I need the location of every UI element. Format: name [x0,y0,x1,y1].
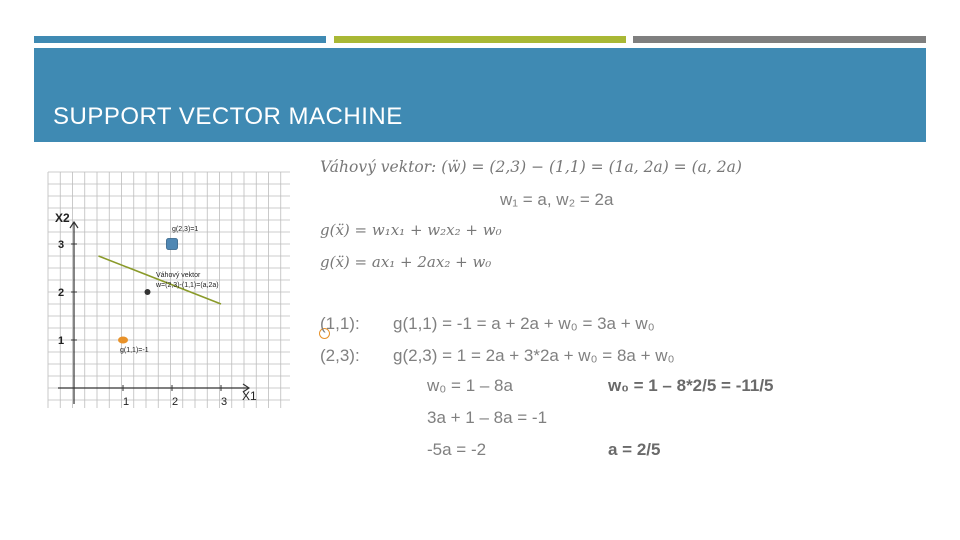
axes [58,222,249,404]
accent-bar-gray [633,36,926,43]
row1-right: g(1,1) = -1 = a + 2a + w₀ = 3a + w₀ [393,314,655,333]
vector-label-line2: w=(2,3)-(1,1)=(a,2a) [156,282,219,289]
x-tick-label: 2 [171,396,179,408]
x-axis-label: X1 [242,389,257,403]
svm-figure [44,170,292,410]
g-general-line: g(ẍ) = w₁x₁ + w₂x₂ + w₀ [320,221,502,239]
point-negative [118,337,128,344]
g-substituted-line: g(ẍ) = ax₁ + 2ax₂ + w₀ [320,253,492,271]
vector-label-line1: Váhový vektor [156,272,201,279]
graph-paper-grid [48,172,290,408]
accent-bar-blue [34,36,326,43]
row2-left: (2,3): [320,346,360,365]
slide-title: SUPPORT VECTOR MACHINE [53,103,403,130]
y-axis-label: X2 [55,211,70,225]
row3-right: w₀ = 1 – 8*2/5 = -11/5 [608,376,774,395]
row4: 3a + 1 – 8a = -1 [427,408,548,427]
axis-ticks [58,239,227,408]
x-tick-label: 3 [220,396,228,408]
point-positive-label: g(2,3)=1 [172,226,199,233]
y-tick-label: 1 [57,335,65,347]
y-tick-label: 2 [57,287,65,299]
point-positive [167,239,178,250]
accent-bar-green [334,36,626,43]
title-banner [34,48,926,142]
row5-right: a = 2/5 [608,440,661,459]
weight-components-line: w₁ = a, w₂ = 2a [500,190,614,209]
row5-left: -5a = -2 [427,440,487,459]
y-tick-label: 3 [57,239,65,251]
midpoint-marker [145,289,151,295]
x-tick-label: 1 [122,396,130,408]
row2-right: g(2,3) = 1 = 2a + 3*2a + w₀ = 8a + w₀ [393,346,675,365]
row3-left: w₀ = 1 – 8a [427,376,513,395]
weight-vector-line: Váhový vektor: (ẅ) = (2,3) − (1,1) = (1a, 2a) = (a, 2a) [320,158,742,176]
point-negative-label: g(1,1)=-1 [120,347,149,354]
row1-left: (1,1): [320,314,360,333]
